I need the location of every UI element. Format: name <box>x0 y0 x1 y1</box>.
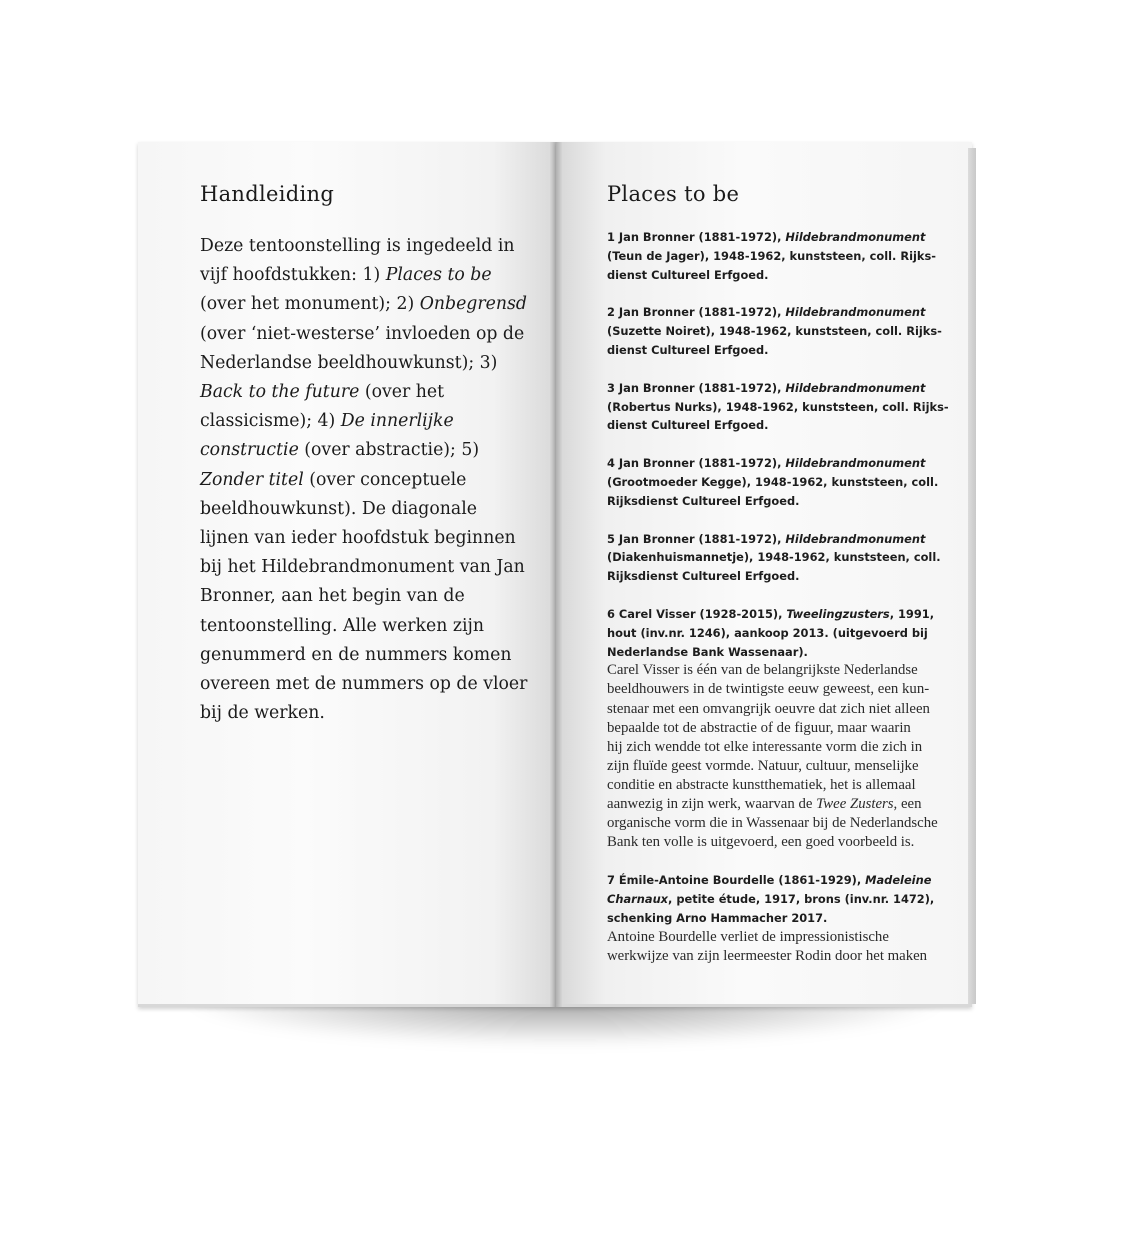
caption-text: 2 Jan Bronner (1881-1972), <box>607 305 786 320</box>
description-text: Antoine Bourdelle verliet de impressionistische werkwijze van zijn leermeester Rodin door het maken <box>607 928 928 964</box>
caption-text: , petite étude, 1917, brons (inv.nr. 1472), schenking Arno Hammacher 2017. <box>607 892 935 925</box>
right-page <box>556 142 972 1007</box>
caption-text: 4 Jan Bronner (1881-1972), <box>607 456 786 471</box>
open-booklet <box>138 142 974 1014</box>
left-page <box>138 142 556 1007</box>
entry-description <box>607 661 952 852</box>
entry-caption <box>607 454 952 510</box>
chapter-title: De innerlijke constructie <box>200 411 454 461</box>
intro-text: (over abstractie); 5) <box>298 440 480 461</box>
artwork-title: Tweelingzusters <box>786 606 890 621</box>
caption-text: 5 Jan Bronner (1881-1972), <box>607 531 786 546</box>
artwork-title: Hildebrandmonument <box>785 456 926 471</box>
artwork-title: Madeleine Charnaux <box>607 873 932 907</box>
booklet-spine <box>550 142 562 1007</box>
caption-text: (Teun de Jager), 1948-1962, kunststeen, coll. Rijks- dienst Cultureel Erfgoed. <box>607 248 936 282</box>
catalog-entry <box>607 871 952 966</box>
artwork-title: Twee Zusters <box>816 796 894 812</box>
entry-caption <box>607 871 952 927</box>
caption-text: , 1991, hout (inv.nr. 1246), aankoop 2013. (uitgevoerd bij Nederlandse Bank Wassenaar). <box>607 606 935 659</box>
entry-caption <box>607 379 952 435</box>
artwork-title: Hildebrandmonument <box>785 531 926 546</box>
caption-text: (Suzette Noiret), 1948-1962, kunststeen, coll. Rijks- dienst Cultureel Erfgoed. <box>607 324 942 357</box>
caption-text: (Diakenhuismannetje), 1948-1962, kunststeen, coll. Rijksdienst Cultureel Erfgoed. <box>607 550 941 584</box>
entry-description <box>607 928 952 966</box>
page-edge <box>968 148 976 1004</box>
chapter-title: Back to the future <box>200 382 360 403</box>
catalog-entry <box>607 605 952 852</box>
chapter-title: Places to be <box>385 265 492 286</box>
intro-text: (over conceptuele beeldhouwkunst). De diagonale lijnen van ieder hoofdstuk beginnen bij het Hildebrandmonument van Jan Bronner, aan het begin van de tentoonstelling. Alle werken zijn genummerd en de nummers komen overeen met de nummers op de vloer bij de werken. <box>200 469 528 724</box>
right-page-heading: Places to be <box>607 182 740 206</box>
entry-caption <box>607 605 952 661</box>
intro-paragraph <box>200 232 530 728</box>
artwork-title: Hildebrandmonument <box>785 230 926 244</box>
entry-caption <box>607 228 952 284</box>
catalog-entry <box>607 228 952 284</box>
chapter-title: Zonder titel <box>200 469 304 490</box>
catalog-entry <box>607 303 952 359</box>
caption-text: (Robertus Nurks), 1948-1962, kunststeen, coll. Rijks- dienst Cultureel Erfgoed. <box>607 399 949 433</box>
description-text: , een organische vorm die in Wassenaar bij de Nederlandsche Bank ten volle is uitgevoerd, een goed voorbeeld is. <box>607 796 938 851</box>
description-text: Carel Visser is één van de belangrijkste Nederlandse beeldhouwers in de twintigste eeuw geweest, een kun- stenaar met een omvangrijk oeuvre dat zich niet alleen bepaalde tot de abstractie of de figuur, maar waarin hij zich wendde tot elke interessante vorm die zich in zijn fluïde geest vormde. Natuur, cultuur, menselijke conditie en abstracte kunstthematiek, het is allemaal aanwezig in zijn werk, waarvan de <box>607 662 930 812</box>
caption-text: 6 Carel Visser (1928-2015), <box>607 606 787 621</box>
left-page-heading: Handleiding <box>200 182 335 206</box>
intro-text: (over het classicisme); 4) <box>200 382 445 432</box>
artwork-title: Hildebrandmonument <box>785 380 926 395</box>
catalog-entry <box>607 454 952 510</box>
intro-text: Deze tentoonstelling is ingedeeld in vijf hoofdstukken: 1) <box>200 236 515 286</box>
caption-text: 3 Jan Bronner (1881-1972), <box>607 380 786 395</box>
entry-caption <box>607 530 952 586</box>
catalog-entry <box>607 530 952 586</box>
intro-text: (over het monument); 2) <box>200 294 420 315</box>
entry-caption <box>607 303 952 359</box>
caption-text: (Grootmoeder Kegge), 1948-1962, kunststeen, coll. Rijksdienst Cultureel Erfgoed. <box>607 474 939 508</box>
catalog-entry <box>607 379 952 435</box>
artwork-title: Hildebrandmonument <box>785 305 926 320</box>
chapter-title: Onbegrensd <box>419 294 527 315</box>
catalog-entries <box>607 228 952 985</box>
intro-text: (over ‘niet-westerse’ invloeden op de Nederlandse beeldhouwkunst); 3) <box>200 323 525 373</box>
caption-text: 7 Émile-Antoine Bourdelle (1861-1929), <box>607 873 866 888</box>
caption-text: 1 Jan Bronner (1881-1972), <box>607 230 786 244</box>
